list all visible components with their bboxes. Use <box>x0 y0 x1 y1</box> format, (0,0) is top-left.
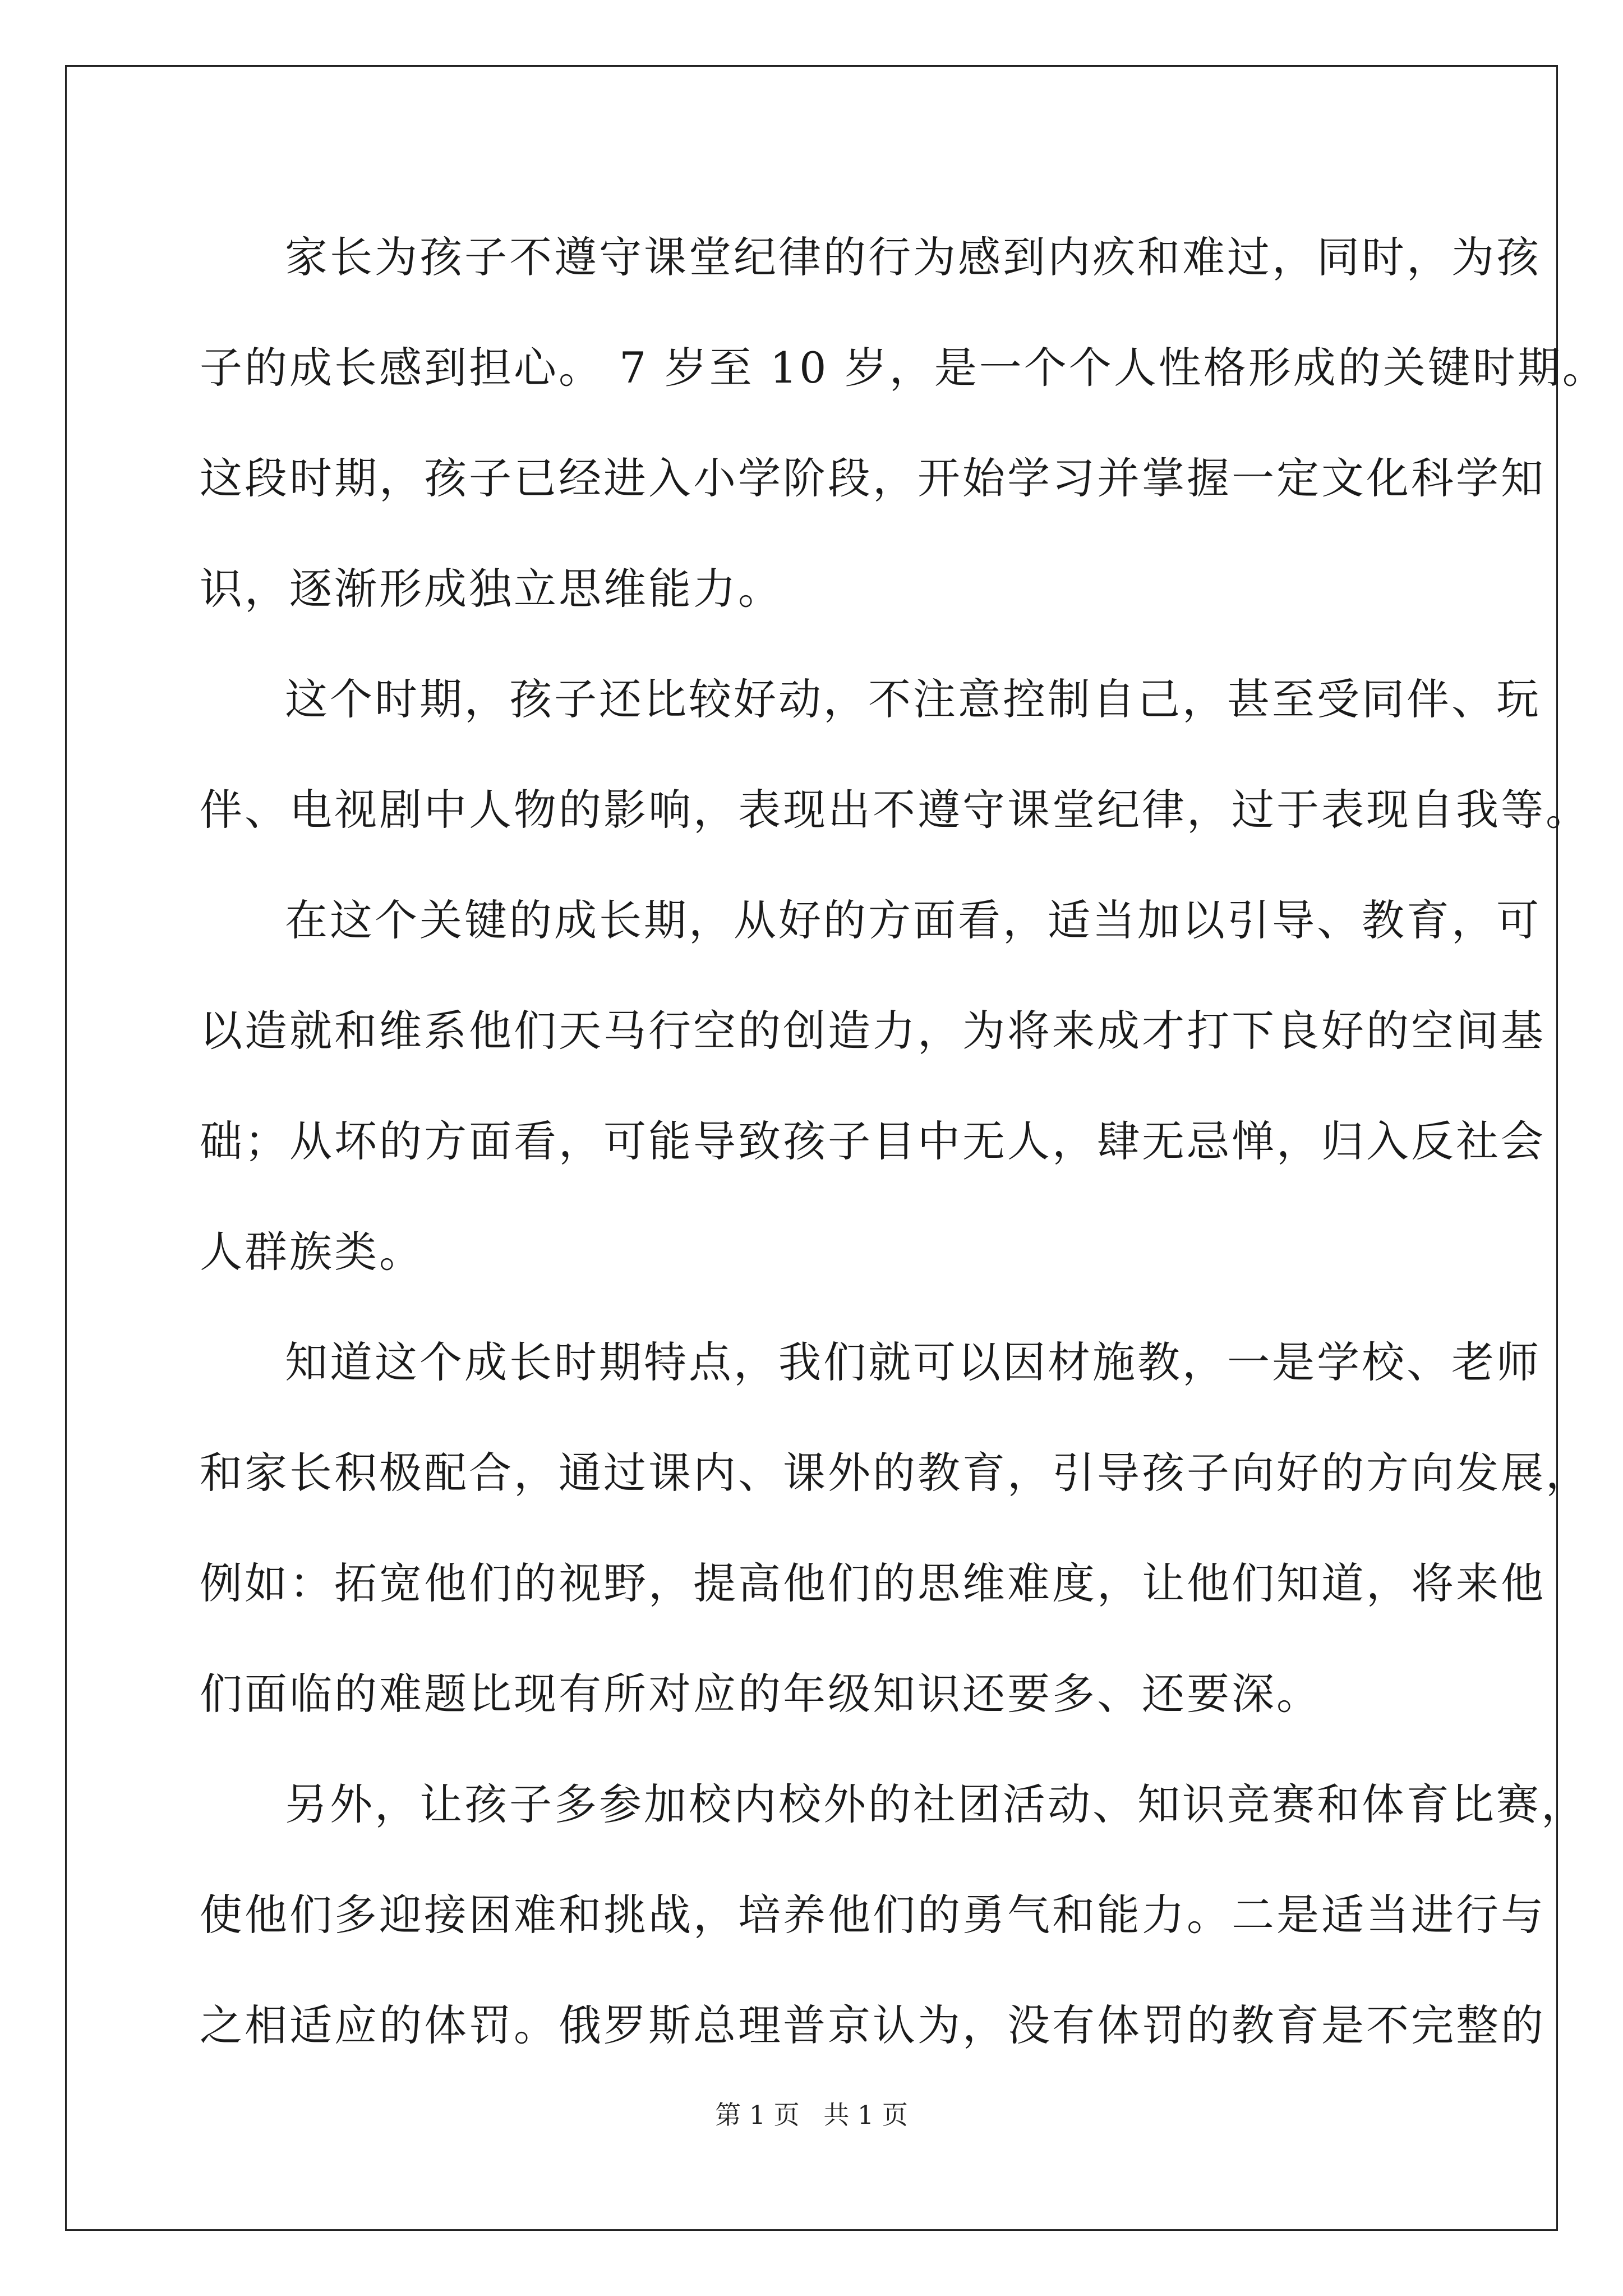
paragraph <box>200 1307 1590 1749</box>
paragraph <box>200 1749 1586 2081</box>
page-count: 共 1 页 <box>823 2100 908 2130</box>
text-line: 例如：拓宽他们的视野，提高他们的思维难度，让他们知道，将来他 <box>200 1558 1546 1608</box>
document-body <box>200 202 1607 2081</box>
text-line: 使他们多迎接困难和挑战，培养他们的勇气和能力。二是适当进行与 <box>200 1890 1546 1940</box>
paragraph <box>200 865 1546 1307</box>
page-footer <box>0 2098 1623 2132</box>
text-line: 家长为孩子不遵守课堂纪律的行为感到内疚和难过，同时，为孩 <box>285 232 1541 282</box>
text-line: 础；从坏的方面看，可能导致孩子目中无人，肆无忌惮，归入反社会 <box>200 1116 1546 1166</box>
text-line: 伴、电视剧中人物的影响，表现出不遵守课堂纪律，过于表现自我等。 <box>200 785 1590 835</box>
text-line: 知道这个成长时期特点，我们就可以因材施教，一是学校、老师 <box>285 1337 1541 1387</box>
text-line: 以造就和维系他们天马行空的创造力，为将来成才打下良好的空间基 <box>200 1006 1546 1056</box>
text-line: 在这个关键的成长期，从好的方面看，适当加以引导、教育，可 <box>285 895 1541 945</box>
text-line: 识，逐渐形成独立思维能力。 <box>200 564 783 614</box>
text-line: 和家长积极配合，通过课内、课外的教育，引导孩子向好的方向发展， <box>200 1448 1590 1498</box>
text-line: 人群族类。 <box>200 1227 424 1277</box>
text-line: 们面临的难题比现有所对应的年级知识还要多、还要深。 <box>200 1669 1321 1719</box>
paragraph <box>200 644 1590 865</box>
paragraph <box>200 202 1607 644</box>
text-line: 这个时期，孩子还比较好动，不注意控制自己，甚至受同伴、玩 <box>285 674 1541 724</box>
text-line: 之相适应的体罚。俄罗斯总理普京认为，没有体罚的教育是不完整的 <box>200 2000 1546 2050</box>
text-line: 另外，让孩子多参加校内校外的社团活动、知识竞赛和体育比赛， <box>285 1779 1586 1829</box>
text-line: 这段时期，孩子已经进入小学阶段，开始学习并掌握一定文化科学知 <box>200 453 1546 503</box>
page-number: 第 1 页 <box>715 2100 800 2130</box>
text-line: 子的成长感到担心。 7 岁至 10 岁，是一个个人性格形成的关键时期。 <box>200 343 1607 393</box>
